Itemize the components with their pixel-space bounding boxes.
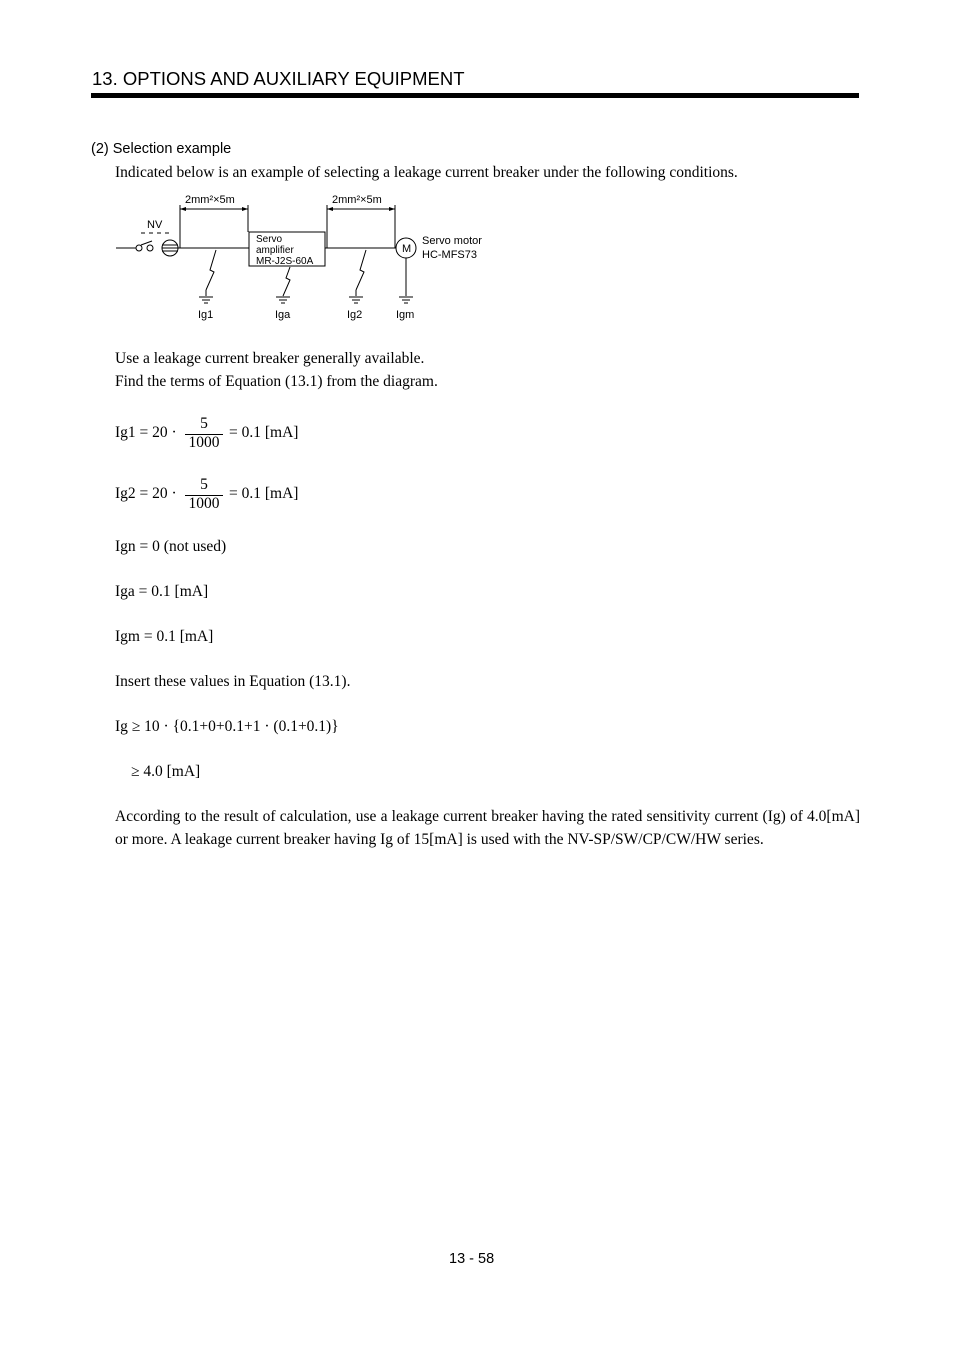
breaker-label: NV <box>147 219 163 231</box>
eq-ig2-denominator: 1000 <box>188 495 220 512</box>
ground-label-ig2: Ig2 <box>347 309 363 321</box>
conclusion-paragraph: According to the result of calculation, use a leakage current breaker having the rated sensitivity current (Ig) of 4.0[mA] or more. A leakage current breaker having Ig of 15[mA] is used with the NV-SP/SW/CP/CW/HW series. <box>115 808 860 848</box>
intro-paragraph: Indicated below is an example of selecting a leakage current breaker under the following conditions. <box>115 164 738 181</box>
eq-ig-result: ≥ 4.0 [mA] <box>131 763 201 780</box>
page-header-title: 13. OPTIONS AND AUXILIARY EQUIPMENT <box>92 68 465 89</box>
header-rule <box>91 93 859 98</box>
cable-label-2: 2mm²×5m <box>332 194 382 206</box>
page-number: 13 - 58 <box>449 1251 495 1267</box>
eq-ig2-lhs: Ig2 = 20 · <box>115 485 177 502</box>
eq-ig1-numerator: 5 <box>200 415 208 432</box>
breaker-contact-right <box>147 245 153 251</box>
leakage-arrow-ig1 <box>206 250 216 290</box>
ground-label-igm: Igm <box>396 309 415 321</box>
eq-iga: Iga = 0.1 [mA] <box>115 583 209 600</box>
eq-ign: Ign = 0 (not used) <box>115 538 227 555</box>
body-line-2: Find the terms of Equation (13.1) from the diagram. <box>115 373 438 390</box>
eq-igm: Igm = 0.1 [mA] <box>115 628 214 645</box>
eq-ig1-lhs: Ig1 = 20 · <box>115 424 177 441</box>
eq-ig1-rhs: = 0.1 [mA] <box>229 424 299 441</box>
eq-ig2-rhs: = 0.1 [mA] <box>229 485 299 502</box>
ground-label-iga: Iga <box>275 309 291 321</box>
eq-ig2-numerator: 5 <box>200 476 208 493</box>
breaker-contact-left <box>136 245 142 251</box>
eq-ig1-denominator: 1000 <box>188 434 220 451</box>
body-line-1: Use a leakage current breaker generally available. <box>115 350 425 367</box>
insert-values-line: Insert these values in Equation (13.1). <box>115 673 351 690</box>
amplifier-label-1: Servo <box>256 234 283 245</box>
amplifier-label-2: amplifier <box>256 245 294 256</box>
section-heading: (2) Selection example <box>91 141 232 157</box>
cable-label-1: 2mm²×5m <box>185 194 235 206</box>
eq-ig: Ig ≥ 10 · {0.1+0+0.1+1 · (0.1+0.1)} <box>115 718 339 735</box>
ground-label-ig1: Ig1 <box>198 309 214 321</box>
leakage-current-diagram <box>110 190 510 330</box>
leakage-arrow-ig2 <box>356 250 366 290</box>
motor-label-1: Servo motor <box>422 235 482 247</box>
motor-symbol-letter: M <box>402 243 412 255</box>
amplifier-label-3: MR-J2S-60A <box>256 256 314 267</box>
motor-label-2: HC-MFS73 <box>422 249 478 261</box>
leakage-arrow-iga <box>283 267 290 296</box>
breaker-switch-blade <box>141 241 152 245</box>
